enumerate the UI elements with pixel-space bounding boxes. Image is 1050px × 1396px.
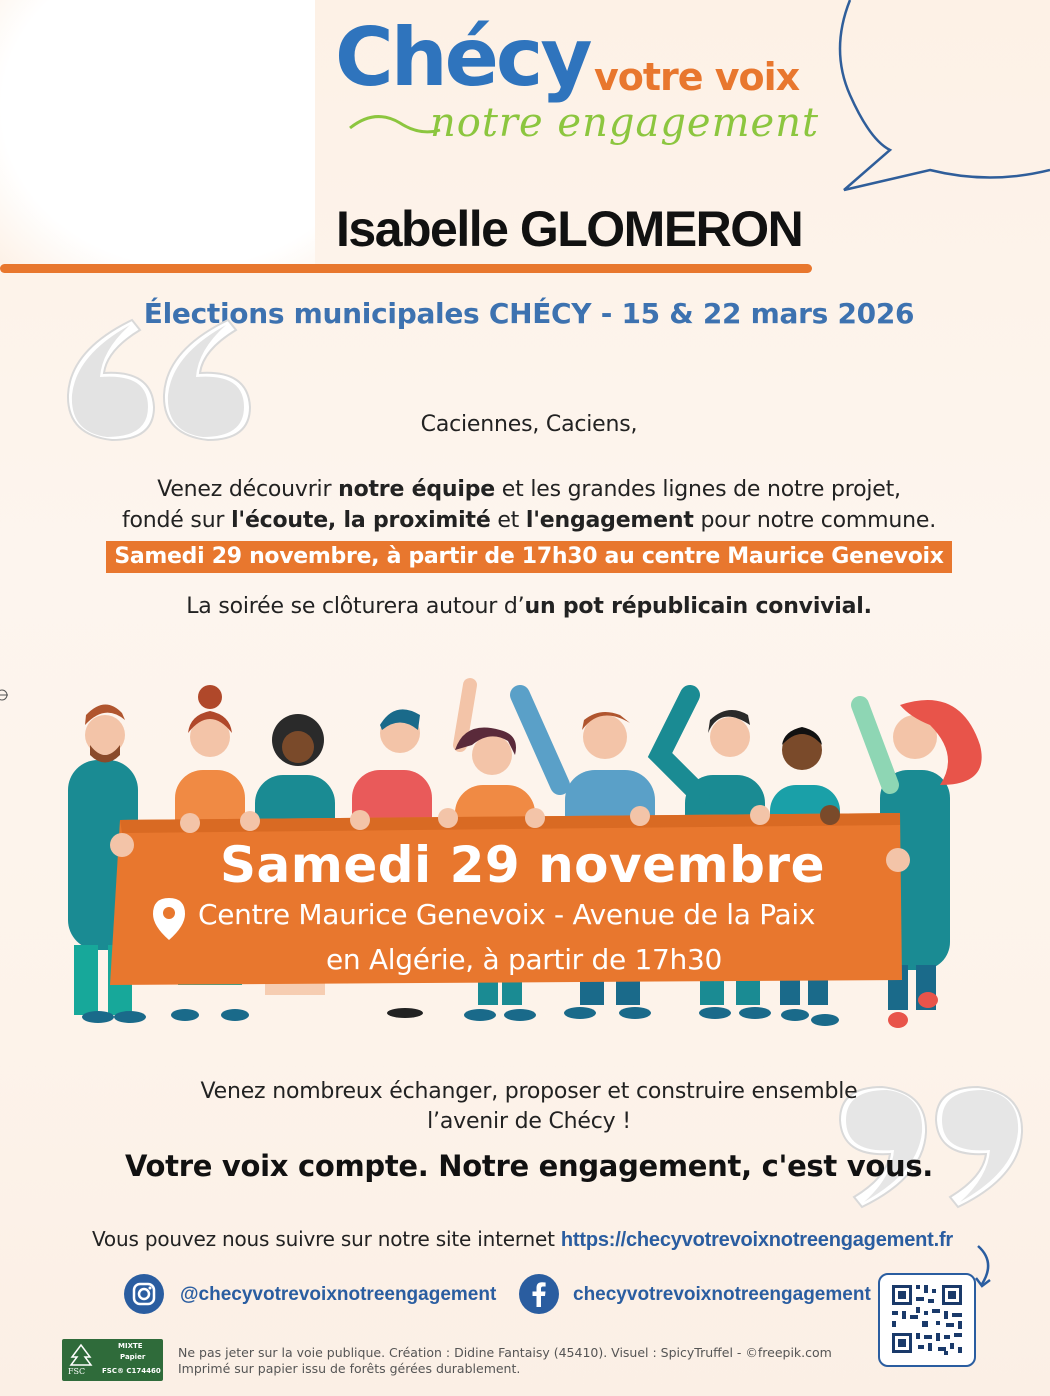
logo-tagline: notre engagement [430, 100, 820, 146]
facebook-handle[interactable]: checyvotrevoixnotreengagement [573, 1284, 871, 1305]
fsc-label-1: MIXTE [118, 1342, 143, 1350]
follow-text: Vous pouvez nous suivre sur notre site internet [92, 1227, 561, 1251]
legal-notice [178, 1345, 832, 1377]
intro-text: fondé sur [121, 508, 232, 533]
fsc-label-2: Papier [120, 1353, 146, 1361]
closing-line [0, 594, 1050, 619]
page-subtitle: Élections municipales CHÉCY - 15 & 22 mars 2026 [143, 297, 915, 330]
closing-bold: un pot républicain convivial. [524, 594, 872, 619]
banner-location-1: Centre Maurice Genevoix - Avenue de la Paix [198, 898, 816, 931]
divider [0, 264, 812, 273]
intro-bold: l'engagement [525, 508, 694, 533]
legal-line-1: Ne pas jeter sur la voie publique. Création : Didine Fantaisy (45410). Visuel : SpicyTruffel - ©freepik.com [178, 1345, 832, 1360]
logo-votre-voix: votre voix [594, 55, 800, 99]
qr-code-icon [880, 1275, 974, 1365]
website-link[interactable]: https://checyvotrevoixnotreengagement.fr [560, 1229, 953, 1251]
intro-line-2 [0, 508, 1050, 533]
instagram-handle[interactable]: @checyvotrevoixnotreengagement [180, 1284, 497, 1305]
intro-bold: l'écoute, la proximité [231, 508, 491, 533]
fsc-label-4: FSC [68, 1367, 86, 1376]
intro-text: et les grandes lignes de notre projet, [494, 477, 901, 502]
registration-mark-icon [0, 688, 12, 702]
slogan: Votre voix compte. Notre engagement, c'est vous. [124, 1149, 934, 1183]
speech-bubble-icon [830, 0, 1050, 200]
candidate-name: Isabelle GLOMERON [336, 201, 803, 257]
date-highlight: Samedi 29 novembre, à partir de 17h30 au centre Maurice Genevoix [106, 541, 951, 573]
facebook-icon[interactable] [518, 1273, 560, 1315]
candidate-photo [0, 0, 315, 268]
date-highlight-wrap [0, 541, 1050, 573]
intro-line-1 [0, 477, 1050, 502]
location-pin-icon [150, 896, 188, 942]
follow-line [92, 1227, 953, 1252]
fsc-label-3: FSC® C174460 [102, 1367, 161, 1375]
legal-line-2: Imprimé sur papier issu de forêts gérées durablement. [178, 1361, 521, 1376]
logo-checy: Chécy [335, 11, 590, 104]
intro-text: pour notre commune. [693, 508, 937, 533]
instagram-icon[interactable] [123, 1273, 165, 1315]
greeting: Caciennes, Caciens, [420, 412, 638, 437]
qr-code[interactable] [878, 1273, 976, 1367]
outro-line-1: Venez nombreux échanger, proposer et construire ensemble [200, 1079, 858, 1104]
intro-bold: notre équipe [338, 477, 495, 502]
outro-line-2: l’avenir de Chécy ! [427, 1109, 631, 1134]
banner-title: Samedi 29 novembre [220, 836, 825, 894]
banner-location-2: en Algérie, à partir de 17h30 [325, 943, 722, 976]
intro-text: Venez découvrir [157, 477, 339, 502]
fsc-tree-icon [68, 1343, 94, 1367]
intro-text: et [490, 508, 526, 533]
fsc-badge [62, 1339, 163, 1381]
closing-text: La soirée se clôturera autour d’ [186, 594, 525, 619]
